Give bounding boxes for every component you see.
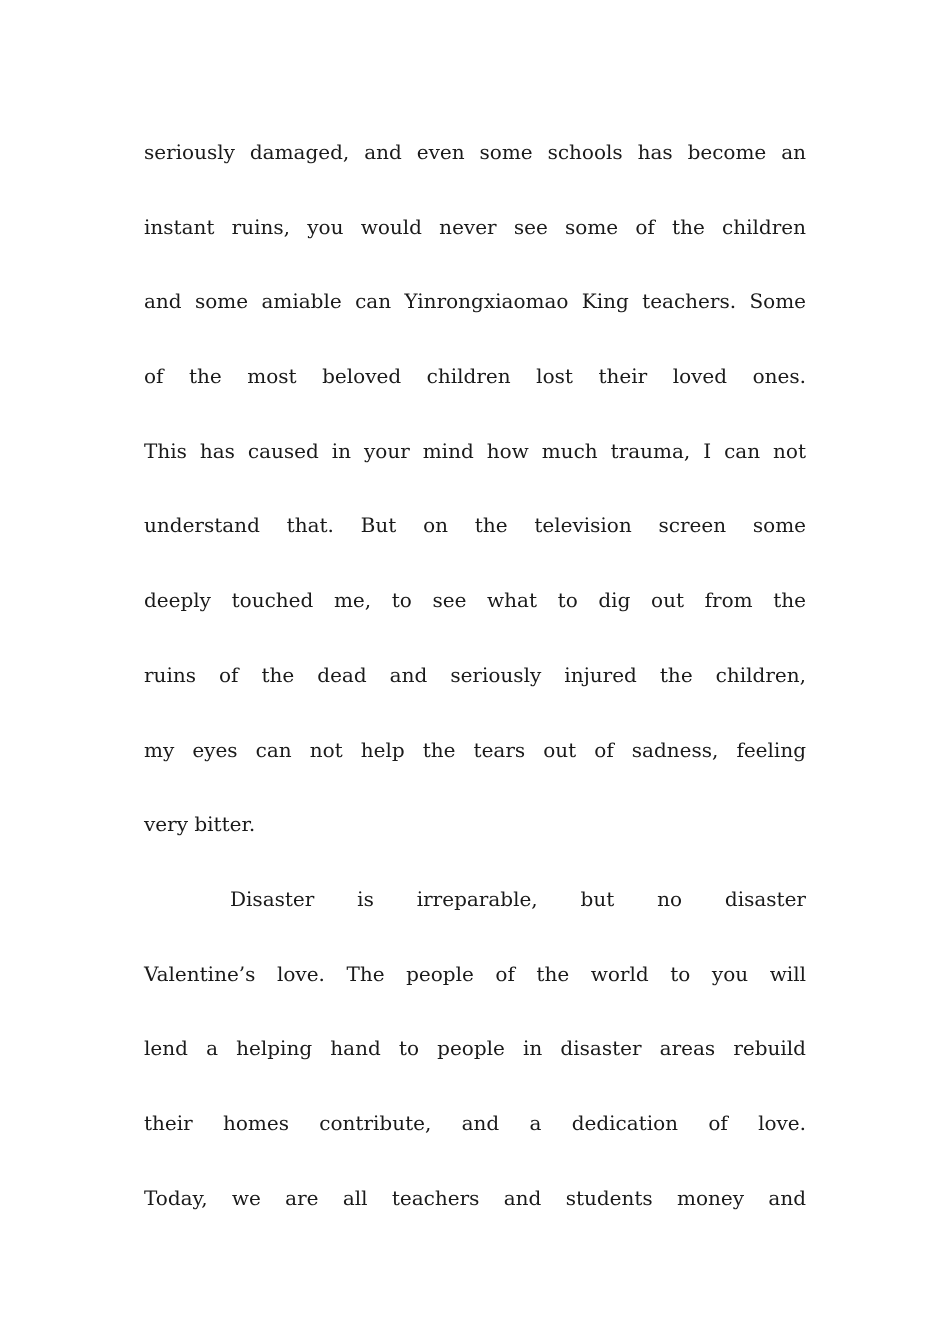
- paragraph-end-line: very bitter.: [144, 812, 256, 837]
- text-line: Valentine’s love. The people of the world to you will: [144, 961, 806, 986]
- text-line: of the most beloved children lost their loved ones.: [144, 364, 806, 389]
- text-line: lend a helping hand to people in disaster areas rebuild: [144, 1036, 806, 1061]
- text-line: deeply touched me, to see what to dig out from the: [144, 588, 806, 613]
- text-line: instant ruins, you would never see some of the children: [144, 214, 806, 239]
- text-line: understand that. But on the television screen some: [144, 513, 806, 538]
- body-text: [144, 126, 806, 1246]
- text-line: Today, we are all teachers and students money and: [144, 1185, 806, 1210]
- text-line: This has caused in your mind how much trauma, I can not: [144, 438, 806, 463]
- text-line: my eyes can not help the tears out of sadness, feeling: [144, 737, 806, 762]
- text-line: ruins of the dead and seriously injured the children,: [144, 662, 806, 687]
- text-line: their homes contribute, and a dedication of love.: [144, 1110, 806, 1135]
- text-line: seriously damaged, and even some schools has become an: [144, 140, 806, 164]
- paragraph-first-line: Disaster is irreparable, but no disaster: [230, 886, 806, 911]
- text-line: and some amiable can Yinrongxiaomao King teachers. Some: [144, 289, 806, 314]
